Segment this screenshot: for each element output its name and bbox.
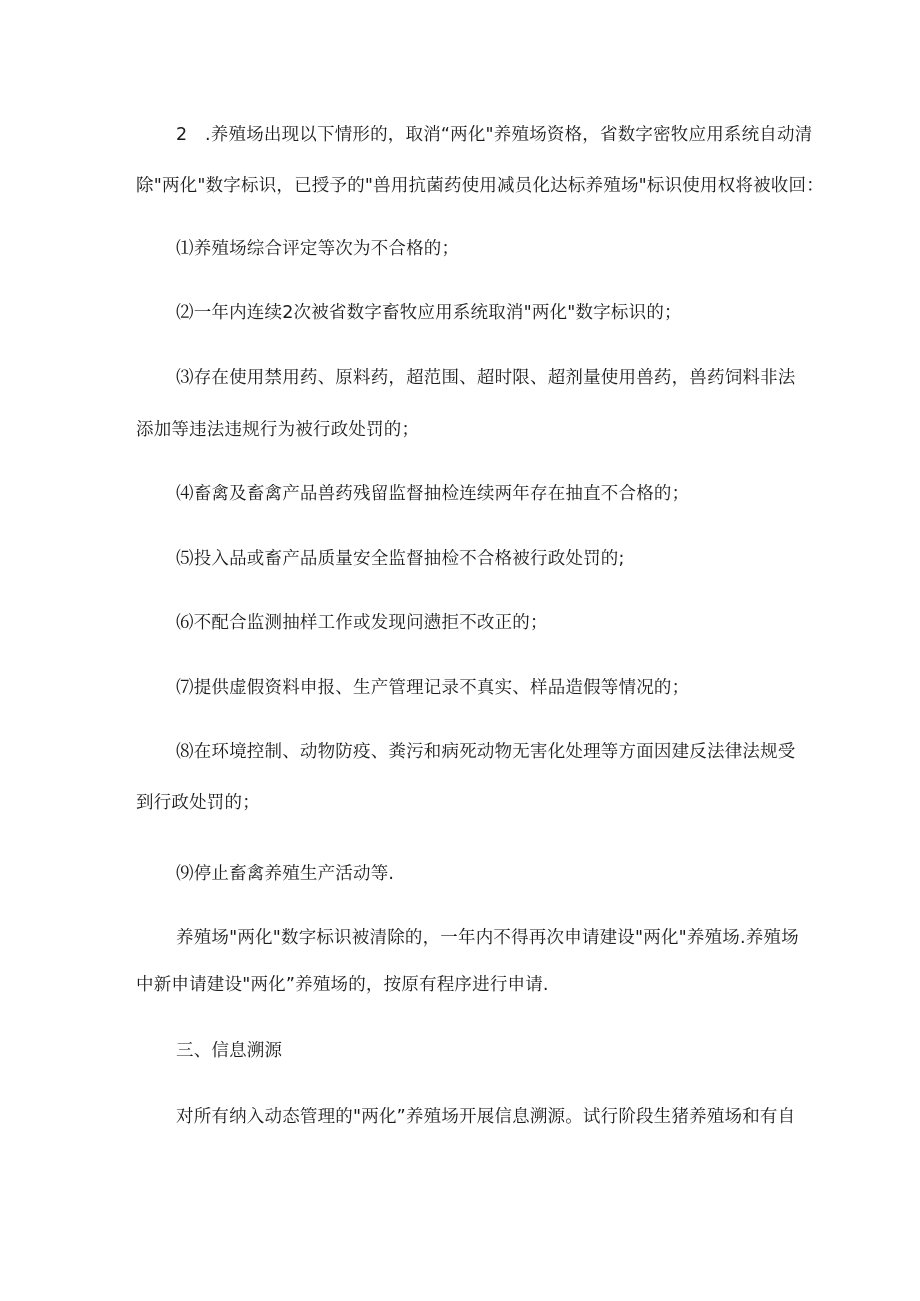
paragraph-traceability-line-1: 对所有纳入动态管理的"两化”养殖场开展信息溯源。试行阶段生猪养殖场和有自 <box>176 1107 796 1127</box>
section-heading-traceability: 三、信息溯源 <box>176 1041 283 1061</box>
item-5: ⑸投入品或畜产品质量安全监督抽检不合格被行政处罚的; <box>176 549 625 569</box>
item-4: ⑷畜禽及畜禽产品兽药残留监督抽检连续两年存在抽直不合格的； <box>176 484 690 504</box>
paragraph-clearing-line-1: 养殖场"两化"数字标识被清除的，一年内不得再次申请建设"两化"养殖场.养殖场 <box>176 928 799 948</box>
paragraph-2-line-2: 除"两化"数字标识，已授予的"兽用抗菌药使用减员化达标养殖场"标识使用权将被收回： <box>136 176 824 196</box>
item-7: ⑺提供虚假资料申报、生产管理记录不真实、样品造假等情况的； <box>176 678 690 698</box>
item-9: ⑼停止畜禽养殖生产活动等. <box>176 864 395 884</box>
item-6: ⑹不配合监测抽样工作或发现问懑拒不改正的； <box>176 613 548 633</box>
item-1: ⑴养殖场综合评定等次为不合格的； <box>176 239 460 259</box>
paragraph-2-line-1: 2 .养殖场出现以下情形的，取消“两化"养殖场资格，省数字密牧应用系统自动清 <box>176 125 813 145</box>
item-8-line-1: ⑻在环境控制、动物防疫、粪污和病死动物无害化处理等方面因建反法律法规受 <box>176 742 796 762</box>
item-2: ⑵一年内连续2次被省数字畜牧应用系统取消"两化"数字标识的； <box>176 303 682 323</box>
item-8-line-2: 到行政处罚的； <box>136 793 260 813</box>
paragraph-clearing-line-2: 中新申请建设"两化”养殖场的，按原有程序进行申请. <box>136 975 549 995</box>
item-3-line-1: ⑶存在使用禁用药、原料药，超范围、超时限、超剂量使用兽药，兽药饲料非法 <box>176 368 796 388</box>
item-3-line-2: 添加等违法违规行为被行政处罚的； <box>136 420 420 440</box>
